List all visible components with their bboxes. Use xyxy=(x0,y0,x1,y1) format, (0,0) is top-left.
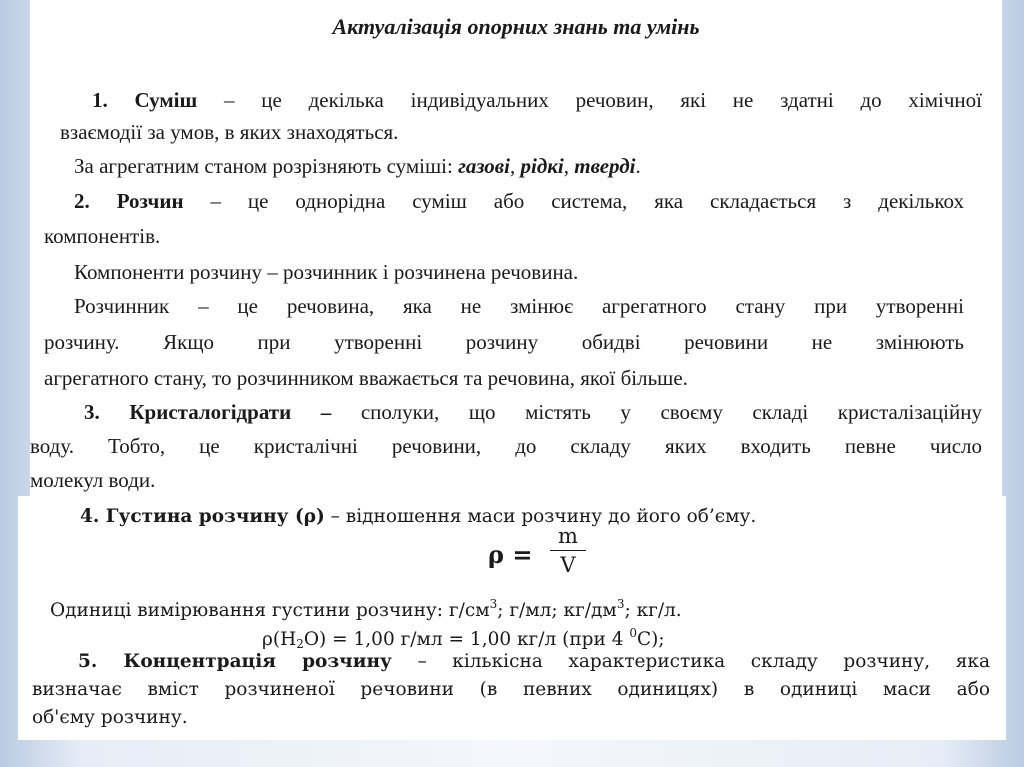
formula-numerator: m xyxy=(558,524,578,548)
item-2-solvent-line-2: розчину. Якщо при утворенні розчину обидві речовини не змінюють xyxy=(44,330,964,354)
item-2-line-1: 2. Розчин – це однорідна суміш або система, яка складається з декількох xyxy=(74,189,964,213)
item-2-components: Компоненти розчину – розчинник і розчинена речовина. xyxy=(74,260,579,284)
item-5-line-3: об'єму розчину. xyxy=(32,707,188,728)
item-3-line-1: 3. Кристалогідрати – сполуки, що містять у своєму складі кристалізаційну xyxy=(84,400,982,424)
item-2-line-2: компонентів. xyxy=(44,224,161,248)
document-page-bottom xyxy=(18,496,1006,740)
item-3-line-2: воду. Тобто, це кристалічні речовини, до складу яких входить певне число xyxy=(30,434,982,458)
term-mixture: Суміш xyxy=(134,88,198,112)
item-1-aggregate-states: За агрегатним станом розрізняють суміші: газові, рідкі, тверді. xyxy=(74,154,641,178)
density-units: Одиниці вимірювання густини розчину: $г/см^3$; г/мл; $кг/дм^3$; кг/л. xyxy=(50,597,682,621)
density-formula xyxy=(488,524,608,582)
item-2-solvent-line-1: Розчинник – це речовина, яка не змінює агрегатного стану при утворенні xyxy=(74,294,964,318)
item-2-solvent-line-3: агрегатного стану, то розчинником вважається та речовина, якої більше. xyxy=(44,366,688,390)
term-solution: Розчин xyxy=(116,189,184,213)
term-crystallohydrates: Кристалогідрати – xyxy=(129,400,332,424)
item-1-line-2: взаємодії за умов, в яких знаходяться. xyxy=(60,120,399,144)
item-5-line-2: визначає вміст розчиненої речовини (в певних одиницях) в одиниці маси або xyxy=(32,679,990,700)
item-3-line-3: молекул води. xyxy=(30,468,156,492)
water-density: $\rho(H_2O) = 1,00$ г/мл = 1,00 кг/л (при 4 $^0$C); xyxy=(262,626,665,651)
item-5-line-1: 5. Концентрація розчину – кількісна характеристика складу розчину, яка xyxy=(78,651,991,672)
item-4-density: 4. Густина розчину (ρ) – відношення маси розчину до його об’єму. xyxy=(80,506,757,527)
formula-denominator: V xyxy=(560,553,576,577)
formula-fraction xyxy=(550,524,586,577)
formula-lhs: ρ = xyxy=(488,540,533,569)
document-page-top xyxy=(30,0,1002,498)
item-1-line-1: 1. Суміш – це декілька індивідуальних речовин, які не здатні до хімічної xyxy=(92,88,983,112)
page-title: Актуалізація опорних знань та умінь xyxy=(332,14,700,39)
